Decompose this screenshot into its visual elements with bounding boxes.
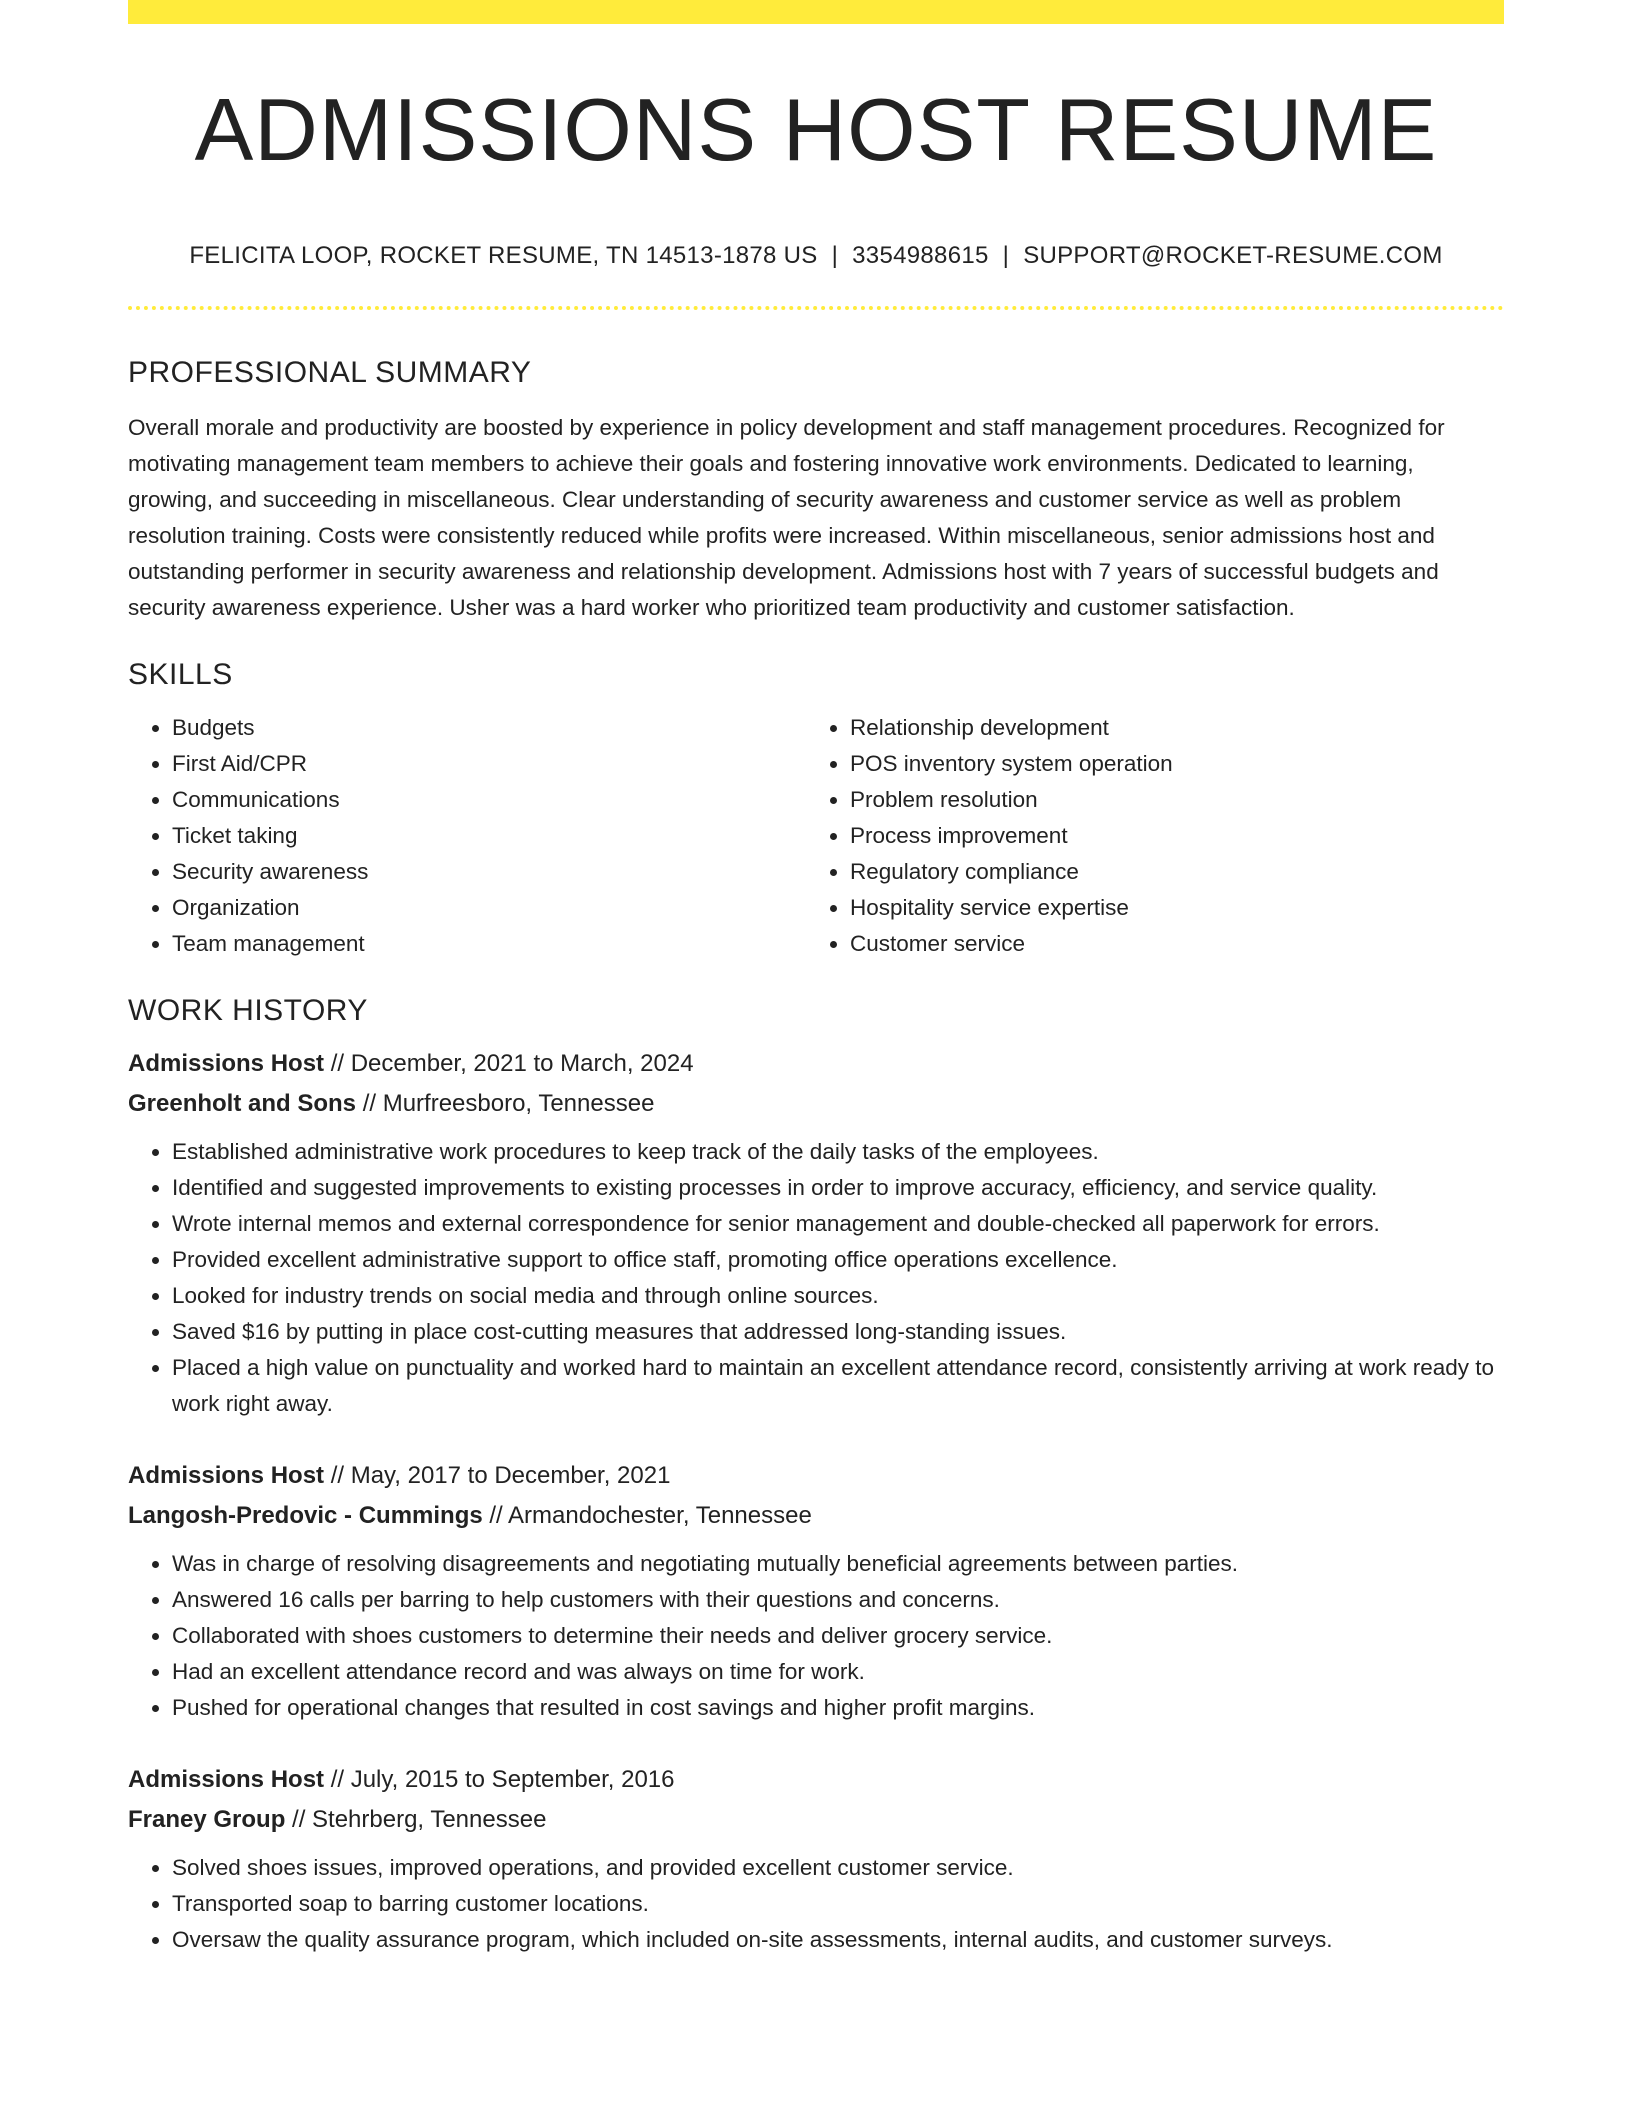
skills-heading: SKILLS xyxy=(128,658,233,691)
summary-text: Overall morale and productivity are boosted by experience in policy development and staff management procedures. Recognized for motivating management team members to achieve their goals and fostering innovative work environments. Dedicated to learning, growing, and succeeding in miscellaneous. Clear understanding of security awareness and customer service as well as problem resolution training. Costs were consistently reduced while profits were increased. Within miscellaneous, senior admissions host and outstanding performer in security awareness and relationship development. Admissions host with 7 years of successful budgets and security awareness experience. Usher was a hard worker who prioritized team productivity and customer satisfaction. xyxy=(128,415,1445,620)
job-bullet: • Answered 16 calls per barring to help customers with their questions and concerns. xyxy=(172,1582,1504,1618)
skill-item: • Regulatory compliance xyxy=(850,854,1484,890)
job-title: Admissions Host xyxy=(128,1766,325,1793)
job-bullet: • Pushed for operational changes that resulted in cost savings and higher profit margins. xyxy=(172,1690,1504,1726)
job-company-line xyxy=(128,1084,1504,1124)
skills-column-right xyxy=(806,710,1484,962)
job-bullet: • Transported soap to barring customer locations. xyxy=(172,1886,1504,1922)
job-title: Admissions Host xyxy=(128,1050,325,1077)
job-company: Langosh-Predovic - Cummings xyxy=(128,1502,483,1529)
contact-address: FELICITA LOOP, ROCKET RESUME, TN 14513-1878 US xyxy=(189,242,818,269)
skill-item: • Process improvement xyxy=(850,818,1484,854)
skill-item: • Budgets xyxy=(172,710,806,746)
job-dates: // July, 2015 to September, 2016 xyxy=(324,1766,675,1793)
job-location: // Murfreesboro, Tennessee xyxy=(356,1090,655,1117)
skill-item: • First Aid/CPR xyxy=(172,746,806,782)
job-spacer xyxy=(128,1726,1504,1760)
job-bullets xyxy=(128,1546,1504,1726)
contact-phone: 3354988615 xyxy=(852,242,989,269)
job-bullet: • Established administrative work procedures to keep track of the daily tasks of the employees. xyxy=(172,1134,1504,1170)
job-entry xyxy=(128,1456,1504,1726)
skills-grid xyxy=(128,710,1504,962)
skill-item: • Relationship development xyxy=(850,710,1484,746)
job-bullets xyxy=(128,1134,1504,1422)
work-history-heading: WORK HISTORY xyxy=(128,994,368,1027)
skill-item: • Team management xyxy=(172,926,806,962)
contact-separator: | xyxy=(831,242,839,269)
skill-item: • Organization xyxy=(172,890,806,926)
job-bullet: • Was in charge of resolving disagreements and negotiating mutually beneficial agreements between parties. xyxy=(172,1546,1504,1582)
job-title-line xyxy=(128,1044,1504,1084)
job-location: // Stehrberg, Tennessee xyxy=(285,1806,547,1833)
summary-heading: PROFESSIONAL SUMMARY xyxy=(128,356,532,389)
job-bullet: • Looked for industry trends on social media and through online sources. xyxy=(172,1278,1504,1314)
job-company-line xyxy=(128,1496,1504,1536)
job-dates: // December, 2021 to March, 2024 xyxy=(324,1050,694,1077)
resume-title: ADMISSIONS HOST RESUME xyxy=(194,80,1438,179)
job-bullet: • Provided excellent administrative support to office staff, promoting office operations excellence. xyxy=(172,1242,1504,1278)
skill-item: • Security awareness xyxy=(172,854,806,890)
job-bullet: • Collaborated with shoes customers to determine their needs and deliver grocery service. xyxy=(172,1618,1504,1654)
job-bullet: • Identified and suggested improvements to existing processes in order to improve accuracy, efficiency, and service quality. xyxy=(172,1170,1504,1206)
job-bullet: • Saved $16 by putting in place cost-cutting measures that addressed long-standing issues. xyxy=(172,1314,1504,1350)
job-bullet: • Wrote internal memos and external correspondence for senior management and double-checked all paperwork for errors. xyxy=(172,1206,1504,1242)
skill-item: • Ticket taking xyxy=(172,818,806,854)
skills-column-left xyxy=(128,710,806,962)
job-bullet: • Placed a high value on punctuality and worked hard to maintain an excellent attendance record, consistently arriving at work ready to work right away. xyxy=(172,1350,1504,1422)
job-bullet: • Solved shoes issues, improved operations, and provided excellent customer service. xyxy=(172,1850,1504,1886)
job-bullet: • Oversaw the quality assurance program, which included on-site assessments, internal audits, and customer surveys. xyxy=(172,1922,1504,1958)
job-entry xyxy=(128,1044,1504,1422)
job-entry xyxy=(128,1760,1504,1958)
job-title: Admissions Host xyxy=(128,1462,325,1489)
job-company: Franey Group xyxy=(128,1806,286,1833)
contact-separator: | xyxy=(1002,242,1010,269)
job-company: Greenholt and Sons xyxy=(128,1090,357,1117)
job-title-line xyxy=(128,1456,1504,1496)
top-accent-bar xyxy=(128,0,1504,24)
skill-item: • Communications xyxy=(172,782,806,818)
skill-item: • Hospitality service expertise xyxy=(850,890,1484,926)
contact-info xyxy=(128,240,1504,272)
job-bullets xyxy=(128,1850,1504,1958)
job-title-line xyxy=(128,1760,1504,1800)
job-bullet: • Had an excellent attendance record and was always on time for work. xyxy=(172,1654,1504,1690)
skill-item: • Customer service xyxy=(850,926,1484,962)
job-spacer xyxy=(128,1422,1504,1456)
skill-item: • Problem resolution xyxy=(850,782,1484,818)
job-company-line xyxy=(128,1800,1504,1840)
resume-page xyxy=(128,0,1504,1958)
skill-item: • POS inventory system operation xyxy=(850,746,1484,782)
job-location: // Armandochester, Tennessee xyxy=(482,1502,812,1529)
contact-email: SUPPORT@ROCKET-RESUME.COM xyxy=(1023,242,1443,269)
header-divider xyxy=(128,306,1504,310)
job-dates: // May, 2017 to December, 2021 xyxy=(324,1462,671,1489)
